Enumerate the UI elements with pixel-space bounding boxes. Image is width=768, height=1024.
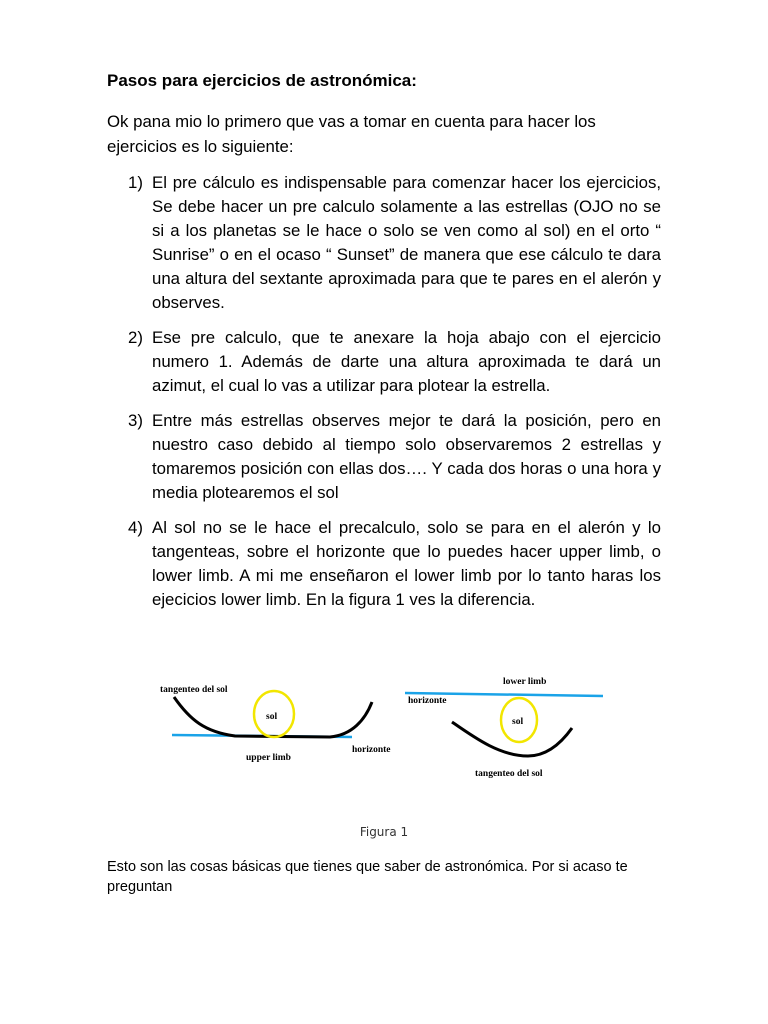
tangent-label: tangenteo del sol: [160, 685, 228, 695]
step-number: 2): [128, 328, 143, 347]
horizon-label: horizonte: [408, 696, 447, 706]
step-text: Al sol no se le hace el precalculo, solo se para en el alerón y lo tangenteas, sobre el horizonte que lo puedes hacer upper limb, o lower limb. A mi me enseñaron el lower limb por lo tanto haras los ejecicios lower limb. En la figura 1 ves la diferencia.: [152, 518, 661, 609]
step-text: Ese pre calculo, que te anexare la hoja abajo con el ejercicio numero 1. Además de darte una altura aproximada te dará un azimut, el cual lo vas a utilizar para plotear la estrella.: [152, 328, 661, 395]
steps-list: [108, 171, 661, 623]
figure-caption: Figura 1: [359, 825, 409, 839]
limb-label: upper limb: [246, 753, 291, 763]
lower-limb-diagram: [405, 677, 603, 779]
sun-label: sol: [512, 717, 524, 727]
tangent-label: tangenteo del sol: [475, 769, 543, 779]
sun-label: sol: [266, 712, 278, 722]
closing-paragraph: Esto son las cosas básicas que tienes que saber de astronómica. Por si acaso te preguntan: [107, 859, 628, 895]
limb-label: lower limb: [503, 677, 547, 687]
upper-limb-diagram: [160, 685, 391, 763]
step-number: 1): [128, 173, 143, 192]
step-number: 4): [128, 518, 143, 537]
step-number: 3): [128, 411, 143, 430]
step-text: Entre más estrellas observes mejor te dará la posición, pero en nuestro caso debido al tiempo solo observaremos 2 estrellas y tomaremos posición con ellas dos…. Y cada dos horas o una hora y media plotearemos el sol: [152, 411, 661, 502]
figure-1-diagram: [0, 660, 768, 800]
list-item: [108, 409, 661, 505]
list-item: [108, 326, 661, 398]
list-item: [108, 171, 661, 315]
horizon-label: horizonte: [352, 745, 391, 755]
step-text: El pre cálculo es indispensable para comenzar hacer los ejercicios, Se debe hacer un pre calculo solamente a las estrellas (OJO no se si a los planetas se le hace o solo se ven como al sol) en el orto “ Sunrise” o en el ocaso “ Sunset” de manera que ese cálculo te dara una altura del sextante aproximada para que te pares en el alerón y observes.: [152, 173, 661, 312]
document-title: Pasos para ejercicios de astronómica:: [107, 71, 417, 90]
intro-paragraph: Ok pana mio lo primero que vas a tomar en cuenta para hacer los ejercicios es lo siguiente:: [107, 112, 596, 156]
list-item: [108, 516, 661, 612]
